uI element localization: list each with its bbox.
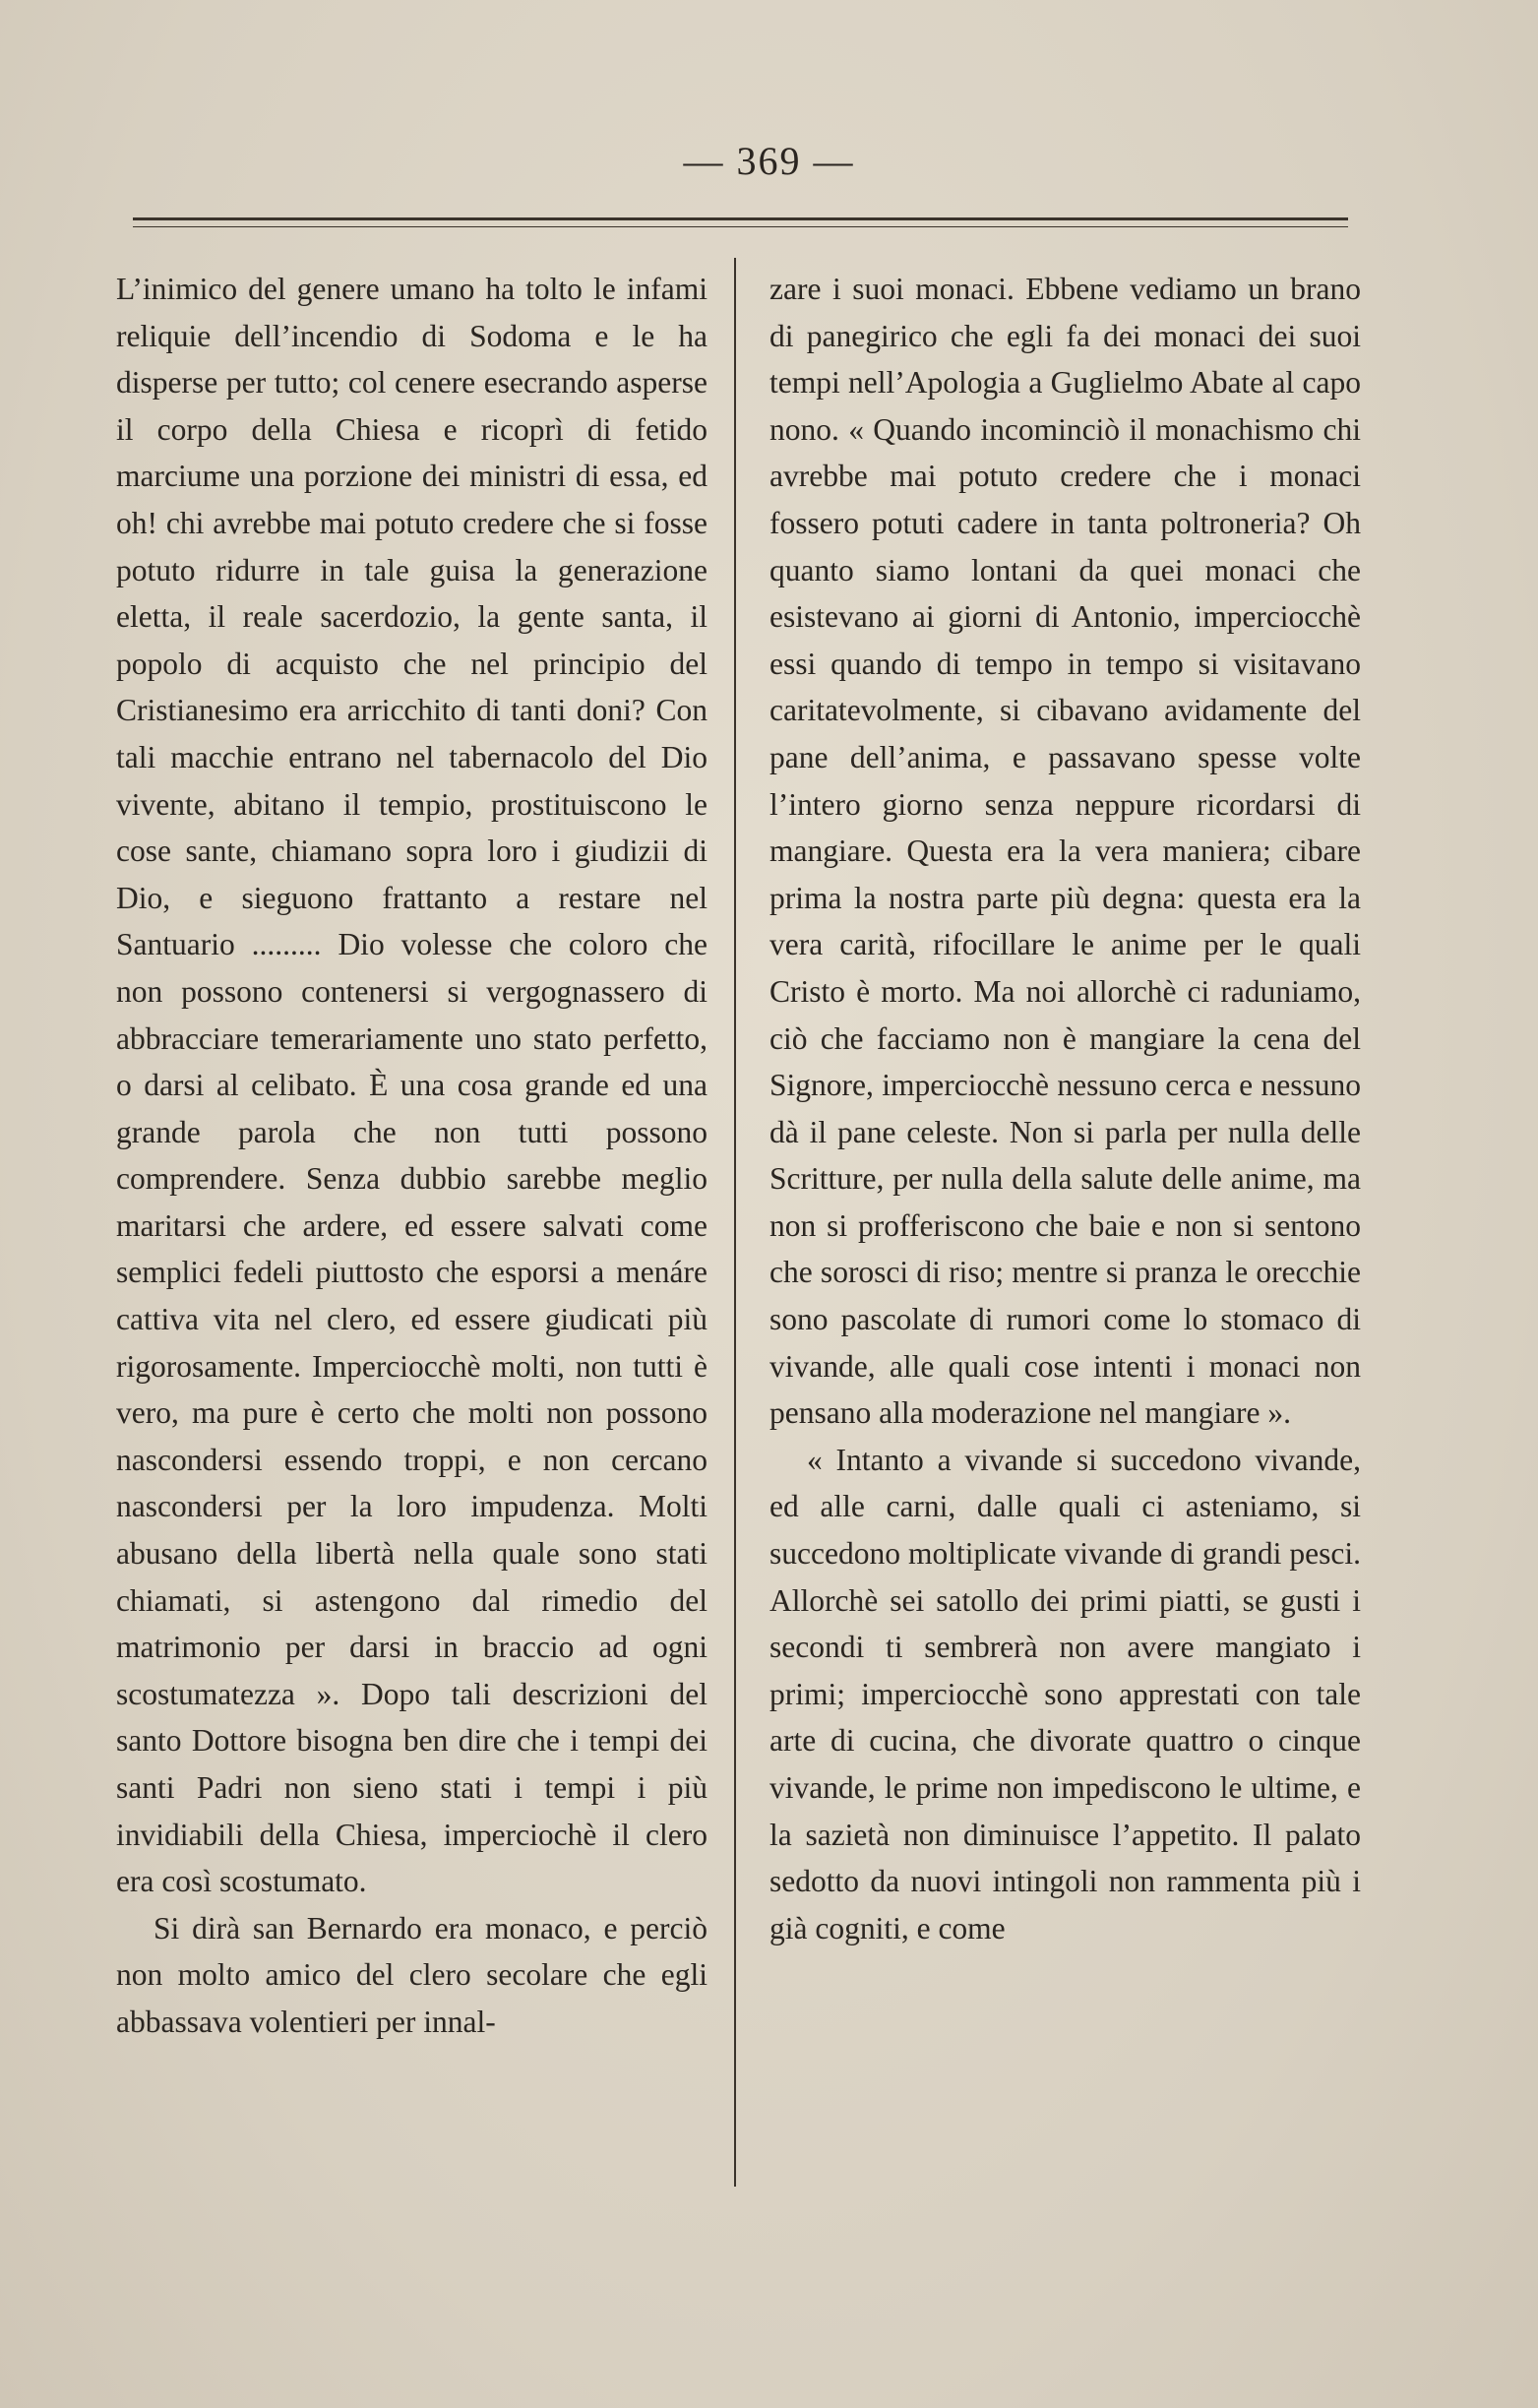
header-rule	[133, 217, 1348, 227]
right-paragraph-2: « Intanto a vivande si succedono vivande, ed alle carni, dalle quali ci asteniamo, si succedono moltiplicate vivande di grandi pesci. Allorchè sei satollo dei primi piatti, se gusti i secondi ti sembrerà non avere mangiato i primi; imperciocchè sono apprestati con tale arte di cucina, che divorate quattro o cinque vivande, le prime non impediscono le ultime, e la sazietà non diminuisce l’appetito. Il palato sedotto da nuovi intingoli non rammenta più i già cogniti, e come	[769, 1442, 1361, 1945]
left-column	[116, 266, 707, 2046]
left-paragraph-1: L’inimico del genere umano ha tolto le infami reliquie dell’incendio di Sodoma e le ha disperse per tutto; col cenere esecrando asperse il corpo della Chiesa e ricoprì di fetido marciume una porzione dei ministri di essa, ed oh! chi avrebbe mai potuto credere che si fosse potuto ridurre in tale guisa la generazione eletta, il reale sacerdozio, la gente santa, il popolo di acquisto che nel principio del Cristianesimo era arricchito di tanti doni? Con tali macchie entrano nel tabernacolo del Dio vivente, abitano il tempio, prostituiscono le cose sante, chiamano sopra loro i giudizii di Dio, e sieguono frattanto a restare nel Santuario ......... Dio volesse che coloro che non possono contenersi si vergognassero di abbracciare temerariamente uno stato perfetto, o darsi al celibato. È una cosa grande ed una grande parola che non tutti possono comprendere. Senza dubbio sarebbe meglio maritarsi che ardere, ed essere salvati come semplici fedeli piuttosto che esporsi a menáre cattiva vita nel clero, ed essere giudicati più rigorosamente. Imperciocchè molti, non tutti è vero, ma pure è certo che molti non possono nascondersi essendo troppi, e non cercano nascondersi per la loro impudenza. Molti abusano della libertà nella quale sono stati chiamati, si astengono dal rimedio del matrimonio per darsi in braccio ad ogni scostumatezza ». Dopo tali descrizioni del santo Dottore bisogna ben dire che i tempi dei santi Padri non sieno stati i tempi i più invidiabili della Chiesa, imperciochè il clero era così scostumato.	[116, 272, 707, 1899]
left-paragraph-2: Si dirà san Bernardo era monaco, e perciò non molto amico del clero secolare che egli abbassava volentieri per innal-	[116, 1910, 707, 2039]
column-divider	[734, 258, 736, 2187]
page-number: — 369 —	[683, 139, 855, 183]
right-column	[769, 266, 1361, 1951]
right-paragraph-1: zare i suoi monaci. Ebbene vediamo un brano di panegirico che egli fa dei monaci dei suoi tempi nell’Apologia a Guglielmo Abate al capo nono. « Quando incominciò il monachismo chi avrebbe mai potuto credere che i monaci fossero potuti cadere in tanta poltroneria? Oh quanto siamo lontani da quei monaci che esistevano ai giorni di Antonio, imperciocchè essi quando di tempo in tempo si visitavano caritatevolmente, si cibavano avidamente del pane dell’anima, e passavano spesse volte l’intero giorno senza neppure ricordarsi di mangiare. Questa era la vera maniera; cibare prima la nostra parte più degna: questa era la vera carità, rifocillare le anime per le quali Cristo è morto. Ma noi allorchè ci raduniamo, ciò che facciamo non è mangiare la cena del Signore, imperciocchè nessuno cerca e nessuno dà il pane celeste. Non si parla per nulla delle Scritture, per nulla della salute delle anime, ma non si profferiscono che baie e non si sentono che sorosci di riso; mentre si pranza le orecchie sono pascolate di rumori come lo stomaco di vivande, alle quali cose intenti i monaci non pensano alla moderazione nel mangiare ».	[769, 272, 1361, 1431]
